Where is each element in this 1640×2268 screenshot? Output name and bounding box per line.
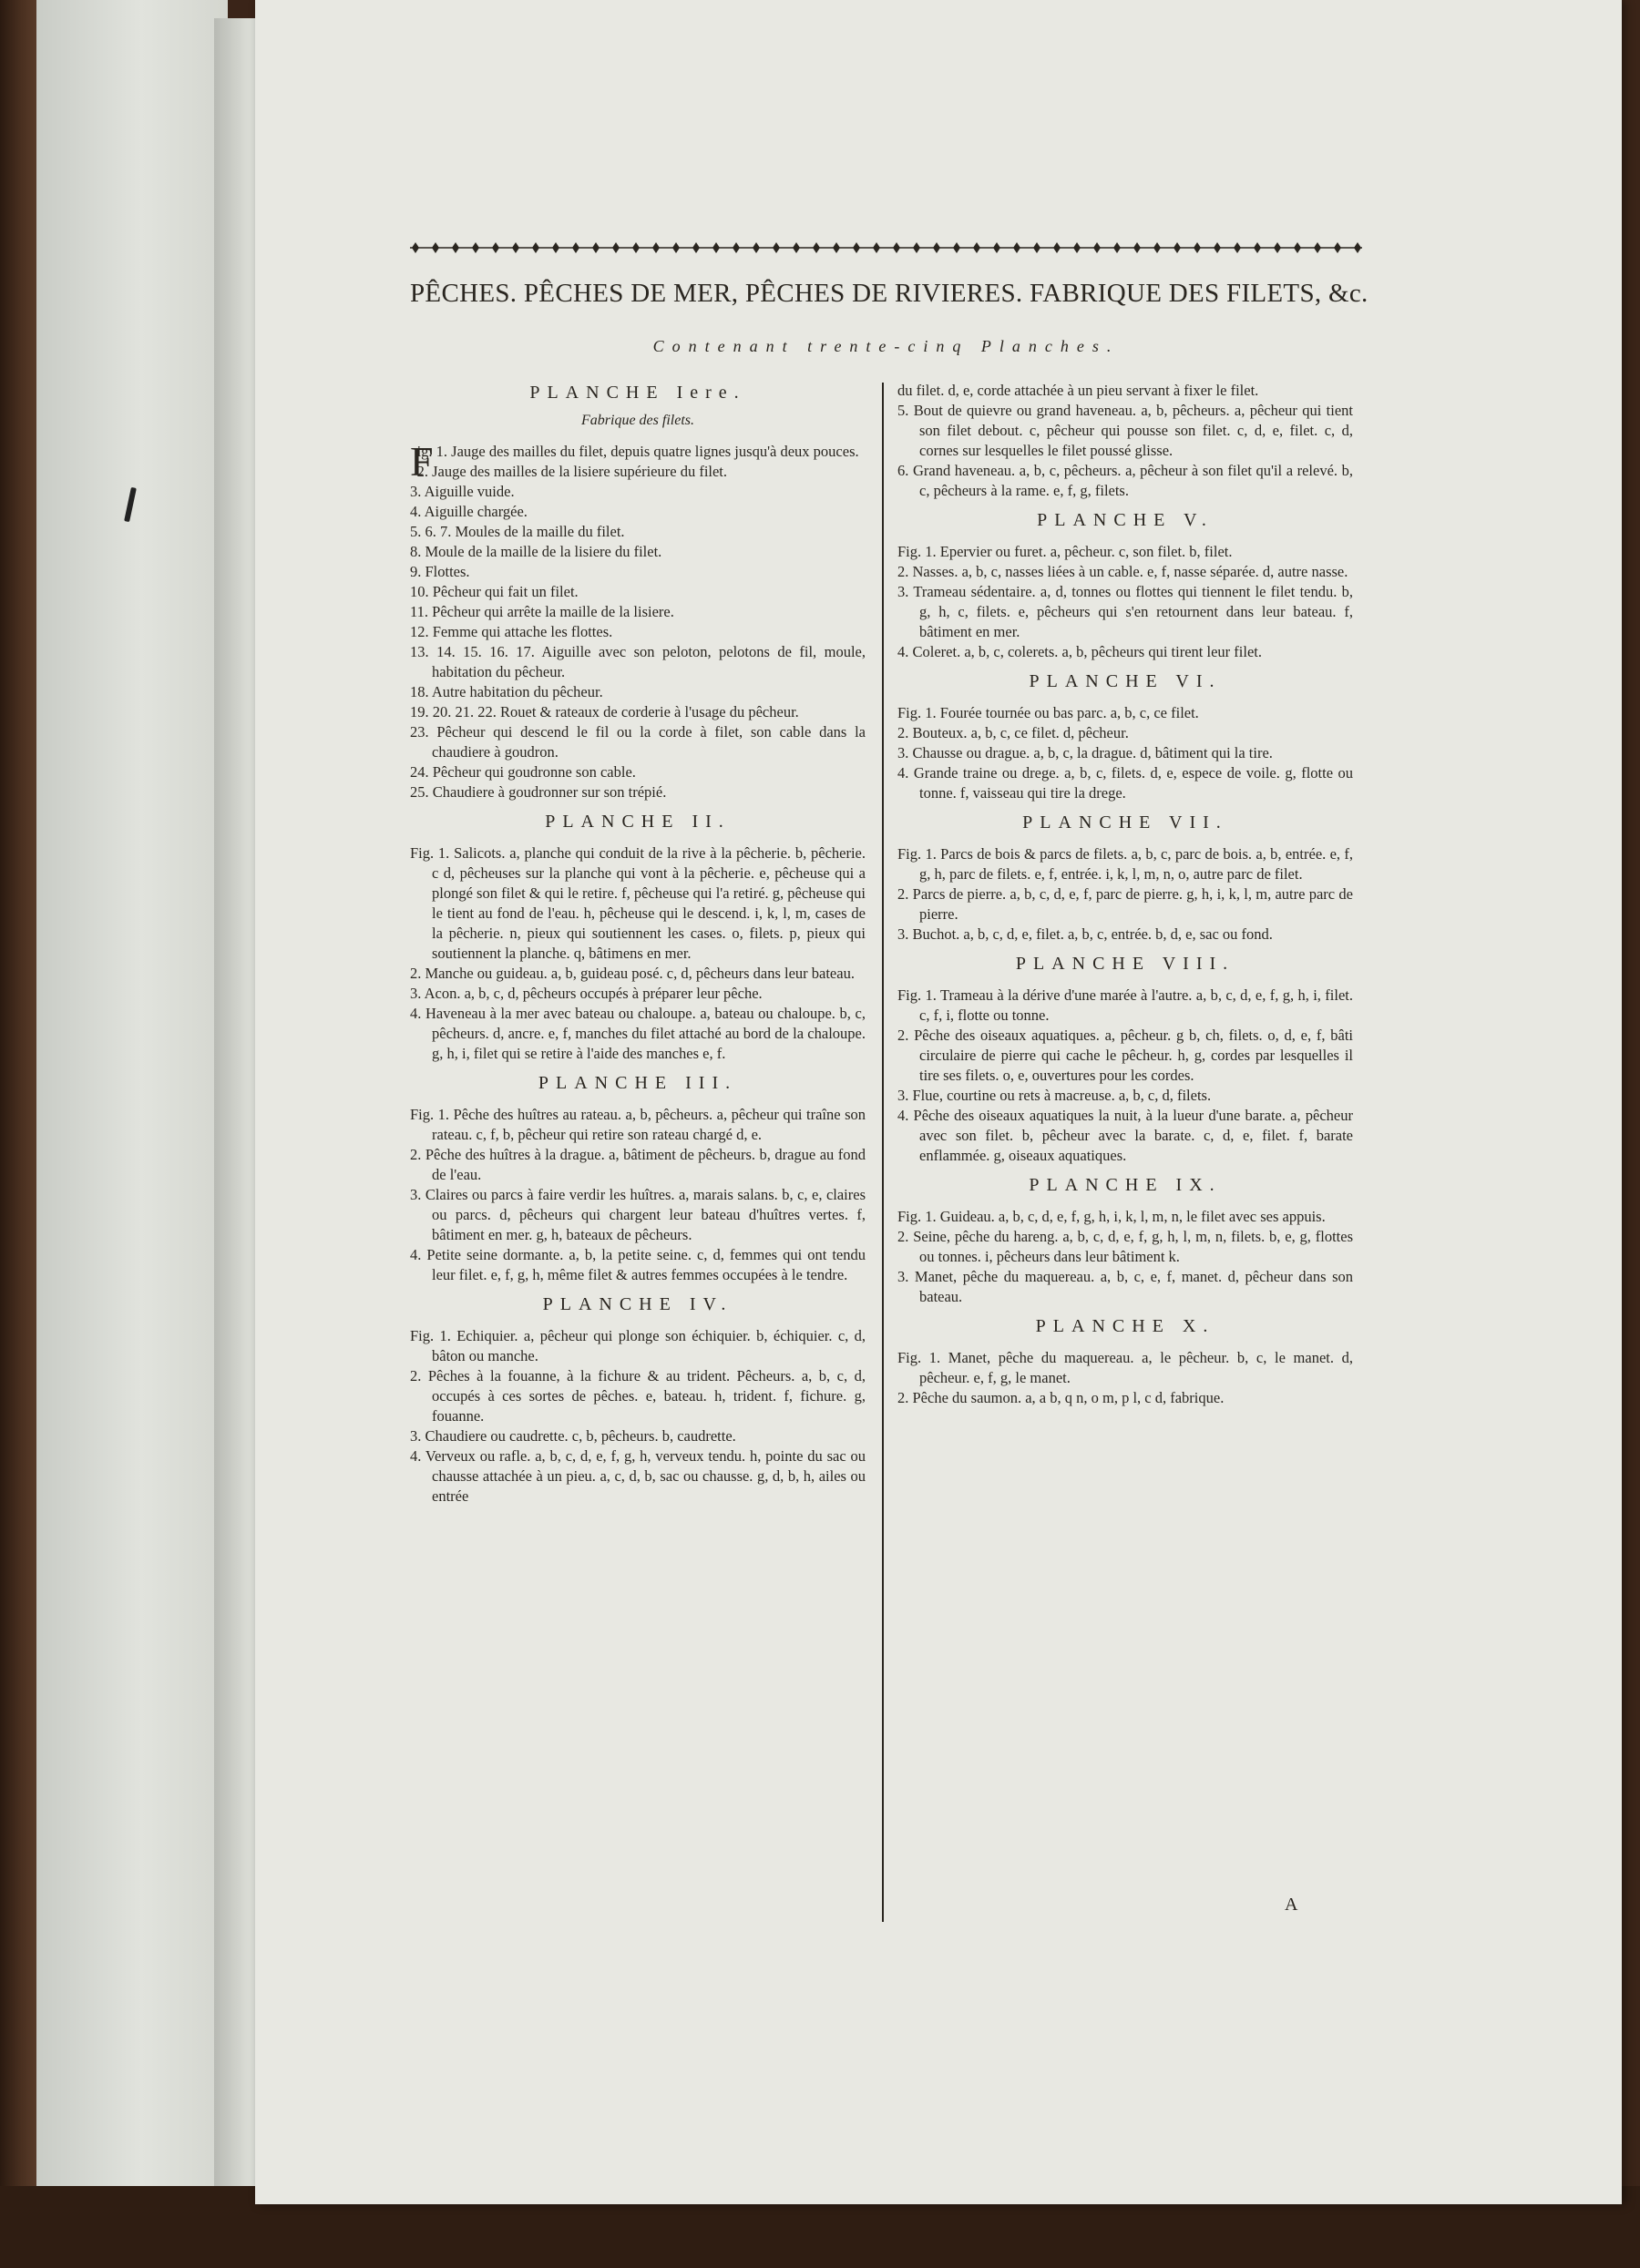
ornament-glyph <box>592 242 600 253</box>
plate-entry: Fig. 1. Fourée tournée ou bas parc. a, b, c, ce filet. <box>897 704 1199 721</box>
plate-entry: 4. Aiguille chargée. <box>410 503 528 520</box>
plate-entry: 3. Chaudiere ou caudrette. c, b, pêcheurs. b, caudrette. <box>410 1427 736 1445</box>
plate-heading: PLANCHE IX. <box>1029 1175 1222 1195</box>
right-column <box>897 381 1353 1408</box>
plate-heading: PLANCHE VII. <box>1022 812 1228 833</box>
ink-mark <box>124 487 137 522</box>
left-column <box>410 373 866 1507</box>
ornament-glyph <box>572 242 579 253</box>
ornament-glyph <box>632 242 640 253</box>
plate-entry: 19. 20. 21. 22. Rouet & rateaux de corderie à l'usage du pêcheur. <box>410 703 799 720</box>
ornament-glyph <box>492 242 499 253</box>
book-page <box>255 0 1622 2204</box>
ornament-glyph <box>1174 242 1181 253</box>
ornament-glyph <box>993 242 1000 253</box>
plate-entry: 6. Grand haveneau. a, b, c, pêcheurs. a, pêcheur à son filet qu'il a relevé. b, c, pêcheurs à la rame. e, f, g, filets. <box>897 462 1353 499</box>
ornament-glyph <box>793 242 800 253</box>
ornament-glyph <box>893 242 900 253</box>
ornament-glyph <box>552 242 559 253</box>
plate-entry: 9. Flottes. <box>410 563 470 580</box>
ornament-glyph <box>1113 242 1121 253</box>
plate-entry: 11. Pêcheur qui arrête la maille de la lisiere. <box>410 603 674 620</box>
plate-heading: PLANCHE IV. <box>542 1294 733 1314</box>
facing-page <box>36 0 228 2268</box>
plate-entry: 4. Pêche des oiseaux aquatiques la nuit, à la lueur d'une barate. a, pêcheur avec son filet. b, pêcheur avec la barate. c, d, e, filet. f, barate enflammée. g, oiseaux aquatiques. <box>897 1107 1353 1164</box>
ornament-glyph <box>452 242 459 253</box>
ornament-glyph <box>1013 242 1020 253</box>
ornament-glyph <box>1133 242 1141 253</box>
plate-entry: 2. Pêche des huîtres à la drague. a, bâtiment de pêcheurs. b, drague au fond de l'eau. <box>410 1146 866 1183</box>
ornament-glyph <box>1294 242 1301 253</box>
plate-entry: Fig. 1. Pêche des huîtres au rateau. a, b, pêcheurs. a, pêcheur qui traîne son rateau. c, f, b, pêcheur qui retire son rateau chargé d, e. <box>410 1106 866 1143</box>
ornament-glyph <box>733 242 740 253</box>
ornament-glyph <box>692 242 700 253</box>
plate-heading: PLANCHE VIII. <box>1015 954 1235 974</box>
plate-entry: 2. Manche ou guideau. a, b, guideau posé. c, d, pêcheurs dans leur bateau. <box>410 965 855 982</box>
plate-subheading: Fabrique des filets. <box>581 413 694 428</box>
ornament-glyph <box>1053 242 1061 253</box>
ornament-glyph <box>432 242 439 253</box>
plate-entry: Fig. 1. Salicots. a, planche qui conduit de la rive à la pêcherie. b, pêcherie. c d, pêcheuses sur la planche qui vont à la pêcherie. e, pêcheuse qui a plongé son filet & qui le retire. f, pêcheuse qui l'a retiré. g, pêcheuse qui le tient au fond de l'eau. h, pêcheuse qui le descend. i, k, l, m, cases de la pêcherie. n, pieux qui soutiennent les cases. o, filets. p, pieux qui soutiennent la planche. q, bâtimens en mer. <box>410 844 866 962</box>
ornament-glyph <box>753 242 760 253</box>
ornament-glyph <box>532 242 539 253</box>
ornament-glyph <box>1093 242 1101 253</box>
ornament-glyph <box>773 242 780 253</box>
plate-entry: 13. 14. 15. 16. 17. Aiguille avec son peloton, pelotons de fil, moule, habitation du pêcheur. <box>410 643 866 680</box>
page-subtitle: Contenant trente-cinq Planches. <box>652 337 1120 355</box>
plate-entry: 3. Claires ou parcs à faire verdir les huîtres. a, marais salans. b, c, e, claires ou parcs. d, pêcheurs qui chargent leur bateau d'huîtres vertes. f, bâtiment en mer. g, h, bateaux de pêcheurs. <box>410 1186 866 1243</box>
ornament-glyph <box>1254 242 1261 253</box>
plate-entry: 10. Pêcheur qui fait un filet. <box>410 583 579 600</box>
plate-entry: Fig. 1. Jauge des mailles du filet, depuis quatre lignes jusqu'à deux pouces. <box>410 438 859 485</box>
plate-entry: 2. Seine, pêche du hareng. a, b, c, d, e, f, g, h, l, m, n, filets. b, e, g, flottes ou tonnes. i, pêcheurs dans leur bâtiment k. <box>897 1228 1353 1265</box>
plate-entry: 25. Chaudiere à goudronner sur son trépié. <box>410 783 667 801</box>
ornament-glyph <box>1274 242 1281 253</box>
plate-entry: 2. Pêche des oiseaux aquatiques. a, pêcheur. g b, ch, filets. o, d, e, f, bâti circulaire de pierre qui cache le pêcheur. h, g, cordes par lesquelles il tire ses filets. o, e, ouvertures pour les cordes. <box>897 1027 1353 1084</box>
plate-entry: 3. Buchot. a, b, c, d, e, filet. a, b, c, entrée. b, d, e, sac ou fond. <box>897 925 1273 943</box>
plate-heading: PLANCHE III. <box>538 1073 738 1093</box>
ornament-glyph <box>873 242 880 253</box>
plate-entry: 3. Flue, courtine ou rets à macreuse. a, b, c, d, filets. <box>897 1087 1212 1104</box>
ornament-glyph <box>833 242 840 253</box>
ornament-glyph <box>672 242 680 253</box>
ornamental-border <box>410 237 1362 259</box>
plate-entry: Fig. 1. Manet, pêche du maquereau. a, le pêcheur. b, c, le manet. d, pêcheur. e, f, g, le manet. <box>897 1349 1353 1386</box>
page-title: PÊCHES. PÊCHES DE MER, PÊCHES DE RIVIERES. FABRIQUE DES FILETS, &c. <box>410 279 1368 308</box>
ornament-glyph <box>933 242 940 253</box>
plate-entry: 2. Pêches à la fouanne, à la fichure & au trident. Pêcheurs. a, b, c, d, occupés à ces sortes de pêches. e, bateau. h, trident. f, fichure. g, fouanne. <box>410 1367 866 1425</box>
ornament-glyph <box>813 242 820 253</box>
plate-entry: 2. Jauge des mailles de la lisiere supérieure du filet. <box>416 463 728 480</box>
ornament-glyph <box>1354 242 1361 253</box>
plate-entry: 3. Manet, pêche du maquereau. a, b, c, e, f, manet. d, pêcheur dans son bateau. <box>897 1268 1353 1305</box>
ornament-glyph <box>412 242 419 253</box>
plate-entry: Fig. 1. Guideau. a, b, c, d, e, f, g, h, i, k, l, m, n, le filet avec ses appuis. <box>897 1208 1326 1225</box>
plate-heading: PLANCHE VI. <box>1029 671 1222 691</box>
ornament-glyph <box>1334 242 1341 253</box>
plate-entry: 8. Moule de la maille de la lisiere du filet. <box>410 543 662 560</box>
plate-entry: Fig. 1. Parcs de bois & parcs de filets. a, b, c, parc de bois. a, b, entrée. e, f, g, h, parc de filets. e, f, entrée. i, k, l, m, n, o, autre parc de filet. <box>897 845 1353 883</box>
plate-entry: 23. Pêcheur qui descend le fil ou la corde à filet, son cable dans la chaudiere à goudron. <box>410 723 866 761</box>
ornament-glyph <box>512 242 519 253</box>
signature-mark: A <box>1285 1895 1298 1915</box>
plate-entry: 3. Acon. a, b, c, d, pêcheurs occupés à préparer leur pêche. <box>410 985 763 1002</box>
ornament-glyph <box>1194 242 1201 253</box>
plate-entry: 4. Grande traine ou drege. a, b, c, filets. d, e, espece de voile. g, flotte ou tonne. f, vaisseau qui tire la drege. <box>897 764 1353 802</box>
ornament-glyph <box>1234 242 1241 253</box>
plate-entry: 4. Coleret. a, b, c, colerets. a, b, pêcheurs qui tirent leur filet. <box>897 643 1262 660</box>
ornament-glyph <box>953 242 960 253</box>
plate-entry: 2. Nasses. a, b, c, nasses liées à un cable. e, f, nasse séparée. d, autre nasse. <box>897 563 1348 580</box>
plate-entry: 5. 6. 7. Moules de la maille du filet. <box>410 523 625 540</box>
plate-entry: 2. Bouteux. a, b, c, ce filet. d, pêcheur. <box>897 724 1129 741</box>
plate-entry: 3. Aiguille vuide. <box>410 483 515 500</box>
ornament-glyph <box>712 242 720 253</box>
plate-entry: 12. Femme qui attache les flottes. <box>410 623 613 640</box>
plate-entry: 4. Verveux ou rafle. a, b, c, d, e, f, g, h, verveux tendu. h, pointe du sac ou chausse attachée à un pieu. a, c, d, b, sac ou chausse. g, d, b, h, ailes ou entrée <box>410 1447 866 1505</box>
column-divider <box>882 383 884 1922</box>
plate-entry: 3. Trameau sédentaire. a, d, tonnes ou flottes qui tiennent le filet tendu. b, g, h, c, filets. e, pêcheurs qui s'en retournent dans leur bateau. f, bâtiment en mer. <box>897 583 1353 640</box>
ornament-glyph <box>1073 242 1081 253</box>
page-content <box>410 237 1622 1949</box>
plate-entry: Fig. 1. Epervier ou furet. a, pêcheur. c, son filet. b, filet. <box>897 543 1233 560</box>
plate-entry: du filet. d, e, corde attachée à un pieu servant à fixer le filet. <box>897 382 1259 399</box>
plate-entry: Fig. 1. Echiquier. a, pêcheur qui plonge son échiquier. b, échiquier. c, d, bâton ou manche. <box>410 1327 866 1364</box>
ornament-glyph <box>1033 242 1040 253</box>
ornament-glyph <box>973 242 980 253</box>
ornament-glyph <box>1153 242 1161 253</box>
plate-entry: 2. Pêche du saumon. a, a b, q n, o m, p l, c d, fabrique. <box>897 1389 1225 1406</box>
plate-entry: 4. Petite seine dormante. a, b, la petite seine. c, d, femmes qui ont tendu leur filet. e, f, g, h, même filet & autres femmes occupées à le tendre. <box>410 1246 866 1283</box>
ornament-glyph <box>612 242 620 253</box>
plate-entry: 3. Chausse ou drague. a, b, c, la drague. d, bâtiment qui la tire. <box>897 744 1273 761</box>
plate-entry: Fig. 1. Trameau à la dérive d'une marée à l'autre. a, b, c, d, e, f, g, h, i, filet. c, f, i, flotte ou tonne. <box>897 986 1353 1024</box>
plate-entry: 5. Bout de quievre ou grand haveneau. a, b, pêcheurs. a, pêcheur qui tient son filet debout. c, pêcheur qui pousse son filet. c, d, e, filet. c, d, cornes sur lesquelles le filet poussé glisse. <box>897 402 1353 459</box>
ornament-glyph <box>472 242 479 253</box>
plate-entry: 2. Parcs de pierre. a, b, c, d, e, f, parc de pierre. g, h, i, k, l, m, autre parc de pierre. <box>897 885 1353 923</box>
plate-heading: PLANCHE V. <box>1037 510 1214 530</box>
ornament-glyph <box>1314 242 1321 253</box>
ornament-glyph <box>853 242 860 253</box>
plate-heading: PLANCHE II. <box>545 812 731 832</box>
plate-entry: 18. Autre habitation du pêcheur. <box>410 683 603 700</box>
plate-heading: PLANCHE Iere. <box>529 383 746 403</box>
plate-entry: 24. Pêcheur qui goudronne son cable. <box>410 763 636 781</box>
ornament-glyph <box>1214 242 1221 253</box>
ornament-glyph <box>652 242 660 253</box>
plate-heading: PLANCHE X. <box>1035 1316 1215 1336</box>
ornament-glyph <box>913 242 920 253</box>
plate-entry: 4. Haveneau à la mer avec bateau ou chaloupe. a, bateau ou chaloupe. b, c, pêcheurs. d, ancre. e, f, manches du filet attaché au bord de la chaloupe. g, h, i, filet qui se retire à l'aide des manches e, f. <box>410 1005 866 1062</box>
